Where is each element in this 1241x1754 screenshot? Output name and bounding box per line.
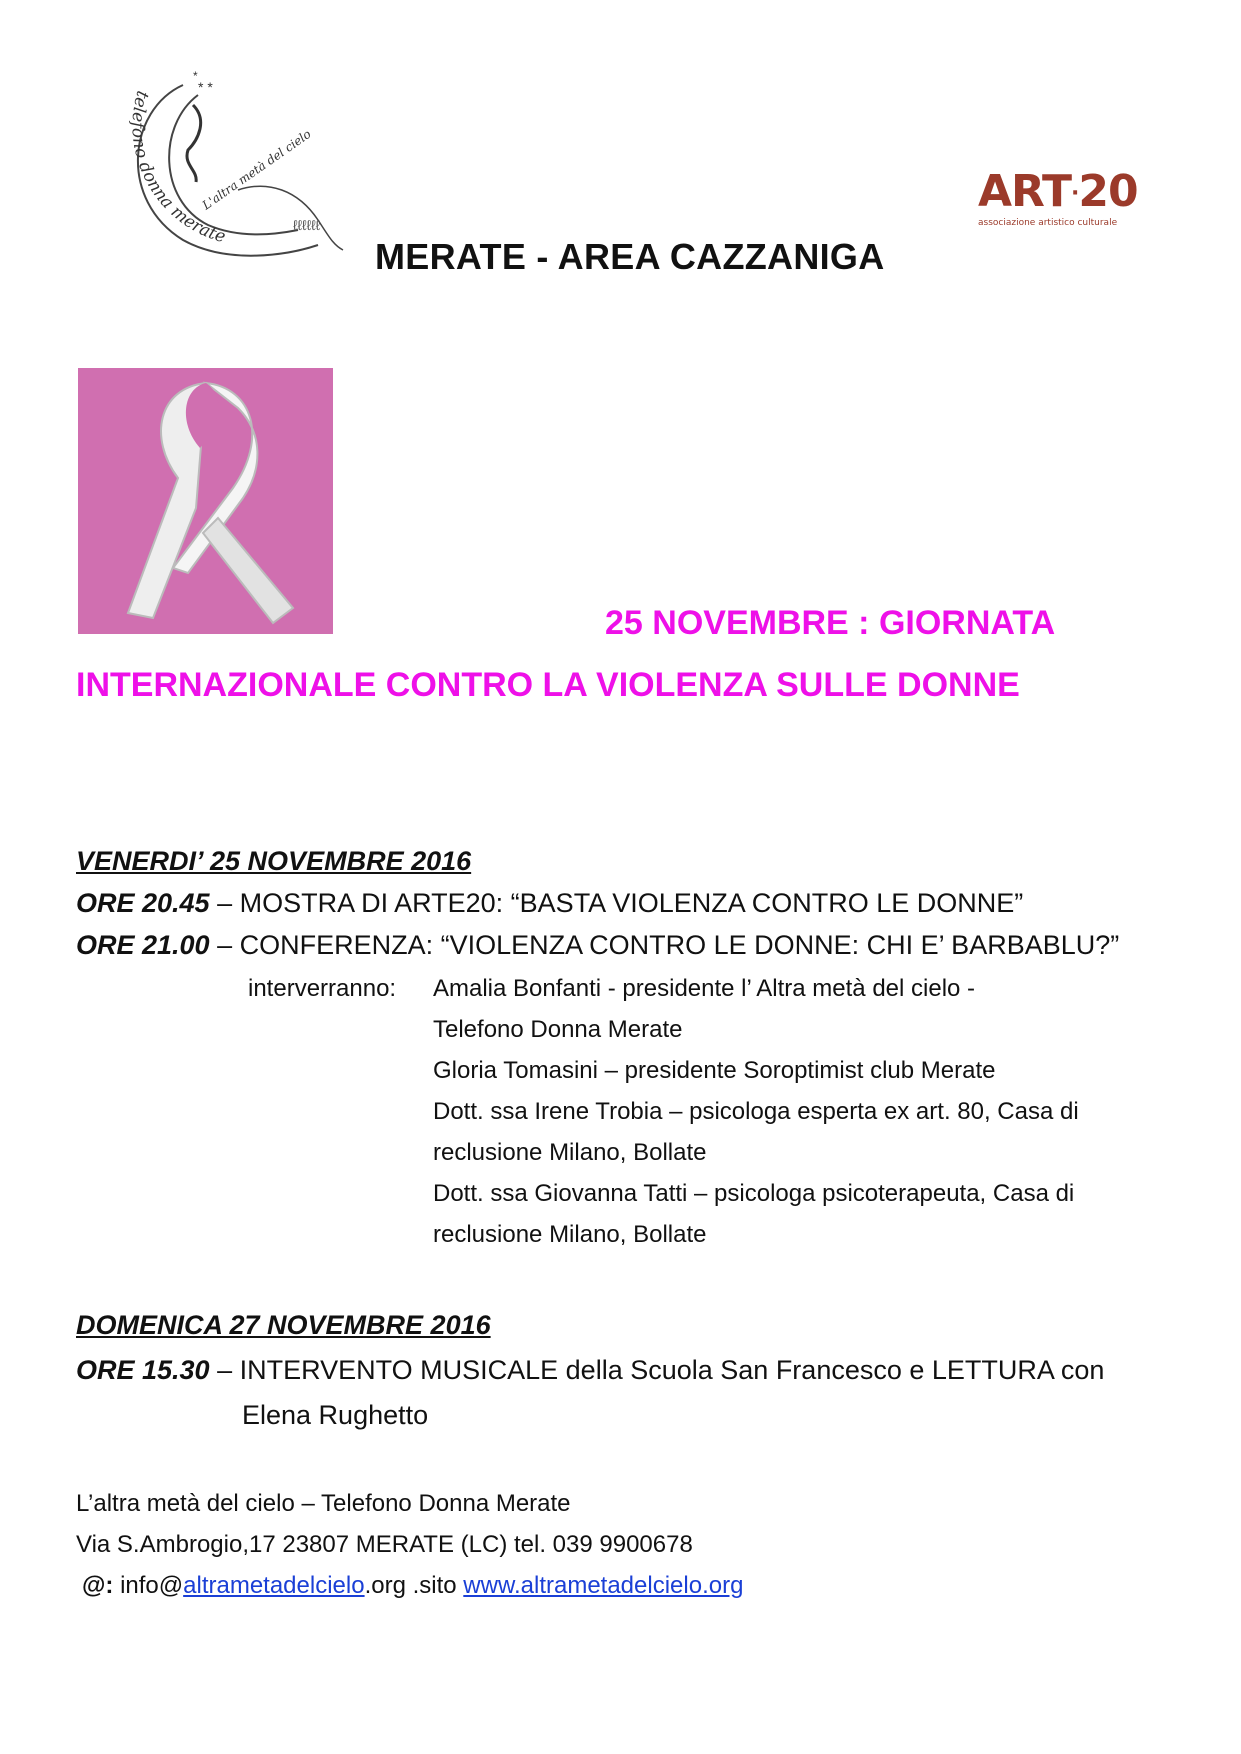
speaker-line: Amalia Bonfanti - presidente l’ Altra metà del cielo - xyxy=(433,975,976,1002)
website-link[interactable]: www.altrametadelcielo.org xyxy=(463,1572,744,1599)
event-time: ORE 21.00 xyxy=(76,930,210,960)
logo-art-text: ART xyxy=(978,166,1071,217)
event-time: ORE 15.30 xyxy=(76,1355,210,1385)
email-link[interactable]: altrametadelcielo xyxy=(183,1572,365,1599)
awareness-ribbon-icon xyxy=(78,368,333,634)
at-icon: @: xyxy=(82,1572,114,1599)
arte20-logo: ART·20 associazione artistico culturale xyxy=(978,166,1138,228)
speaker-line: Dott. ssa Irene Trobia – psicologa esperta ex art. 80, Casa di xyxy=(433,1098,1079,1125)
telefono-donna-logo xyxy=(88,70,388,270)
logo-sub-text: associazione artistico culturale xyxy=(978,218,1118,228)
day1-heading: VENERDI’ 25 NOVEMBRE 2016 xyxy=(76,846,472,876)
svg-text:ℓℓℓℓℓℓ: ℓℓℓℓℓℓ xyxy=(293,217,321,233)
event-title-line1: 25 NOVEMBRE : GIORNATA xyxy=(605,604,1056,642)
speaker-line: Telefono Donna Merate xyxy=(433,1016,683,1043)
moon-woman-logo-icon xyxy=(88,70,388,270)
event-time: ORE 20.45 xyxy=(76,888,210,918)
svg-text:telefono donna merate xyxy=(127,89,227,248)
speakers-label: interverranno: xyxy=(248,975,397,1002)
footer-org: L’altra metà del cielo – Telefono Donna Merate xyxy=(76,1490,571,1517)
speaker-line: Gloria Tomasini – presidente Soroptimist club Merate xyxy=(433,1057,996,1084)
event-text-continued: Elena Rughetto xyxy=(242,1400,429,1430)
awareness-ribbon-image xyxy=(78,368,333,634)
event-row xyxy=(76,1355,1104,1386)
footer-address: Via S.Ambrogio,17 23807 MERATE (LC) tel. 039 9900678 xyxy=(76,1531,693,1558)
speaker-line: reclusione Milano, Bollate xyxy=(433,1221,707,1248)
event-title-line2: INTERNAZIONALE CONTRO LA VIOLENZA SULLE DONNE xyxy=(76,666,1020,704)
svg-text:*: * xyxy=(193,70,198,83)
event-text: – CONFERENZA: “VIOLENZA CONTRO LE DONNE: CHI E’ BARBABLU?” xyxy=(209,930,1120,960)
page-title: MERATE - AREA CAZZANIGA xyxy=(375,236,885,277)
speaker-line: reclusione Milano, Bollate xyxy=(433,1139,707,1166)
event-text: – INTERVENTO MUSICALE della Scuola San Francesco e LETTURA con xyxy=(209,1355,1105,1385)
event-row xyxy=(76,888,1023,919)
logo-inner-text: L'altra metà del cielo xyxy=(199,126,314,213)
logo-20-text: 20 xyxy=(1078,166,1138,217)
footer-contact: @: info@altrametadelcielo.org .sito www.altrametadelcielo.org xyxy=(82,1572,744,1599)
day2-heading: DOMENICA 27 NOVEMBRE 2016 xyxy=(76,1310,491,1340)
event-row xyxy=(76,930,1119,961)
speaker-line: Dott. ssa Giovanna Tatti – psicologa psicoterapeuta, Casa di xyxy=(433,1180,1075,1207)
logo-arc-text: telefono donna merate xyxy=(127,88,228,248)
svg-text:* *: * * xyxy=(198,79,213,95)
event-text: – MOSTRA DI ARTE20: “BASTA VIOLENZA CONTRO LE DONNE” xyxy=(209,888,1024,918)
